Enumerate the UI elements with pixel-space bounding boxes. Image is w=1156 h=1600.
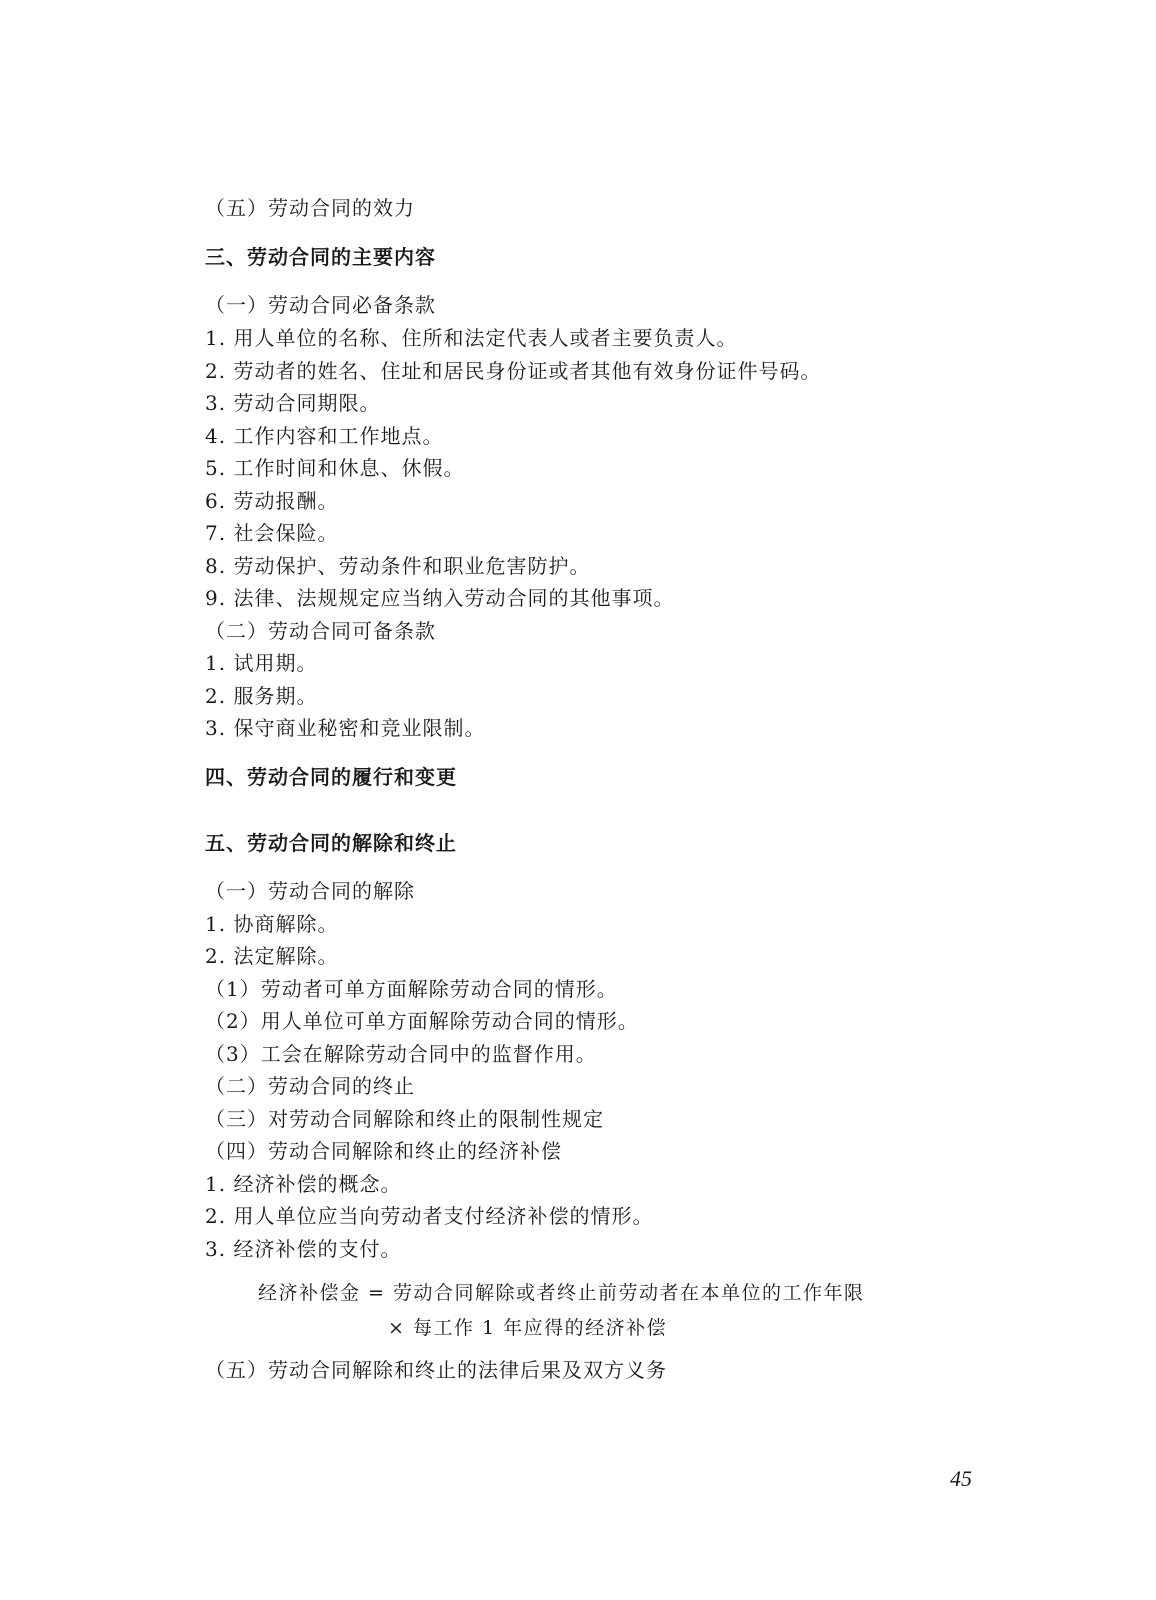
list-item: （3）工会在解除劳动合同中的监督作用。 — [205, 1042, 597, 1066]
section-heading: 四、劳动合同的履行和变更 — [205, 765, 457, 789]
list-item: （1）劳动者可单方面解除劳动合同的情形。 — [205, 977, 618, 1001]
list-item: 1. 协商解除。 — [205, 912, 339, 936]
subsection-heading: （五）劳动合同的效力 — [205, 196, 415, 220]
subsection-heading: （三）对劳动合同解除和终止的限制性规定 — [205, 1107, 604, 1131]
formula-line-2: × 每工作 1 年应得的经济补偿 — [388, 1317, 668, 1339]
list-item: 7. 社会保险。 — [205, 521, 339, 545]
list-item: 5. 工作时间和休息、休假。 — [205, 456, 465, 480]
list-item: 1. 经济补偿的概念。 — [205, 1172, 402, 1196]
list-item: 9. 法律、法规规定应当纳入劳动合同的其他事项。 — [205, 586, 675, 610]
formula-line-1: 经济补偿金 = 劳动合同解除或者终止前劳动者在本单位的工作年限 — [258, 1282, 865, 1304]
list-item: 1. 试用期。 — [205, 651, 318, 675]
list-item: 6. 劳动报酬。 — [205, 489, 339, 513]
page-number: 45 — [950, 1466, 972, 1491]
list-item: 2. 服务期。 — [205, 684, 318, 708]
subsection-heading: （二）劳动合同的终止 — [205, 1074, 415, 1098]
list-item: 2. 用人单位应当向劳动者支付经济补偿的情形。 — [205, 1204, 654, 1228]
subsection-heading: （一）劳动合同必备条款 — [205, 293, 436, 317]
list-item: 3. 经济补偿的支付。 — [205, 1237, 402, 1261]
list-item: 4. 工作内容和工作地点。 — [205, 424, 444, 448]
list-item: 2. 劳动者的姓名、住址和居民身份证或者其他有效身份证件号码。 — [205, 359, 822, 383]
subsection-heading: （五）劳动合同解除和终止的法律后果及双方义务 — [205, 1358, 667, 1382]
list-item: 2. 法定解除。 — [205, 944, 339, 968]
list-item: 3. 劳动合同期限。 — [205, 391, 381, 415]
subsection-heading: （一）劳动合同的解除 — [205, 879, 415, 903]
list-item: （2）用人单位可单方面解除劳动合同的情形。 — [205, 1009, 639, 1033]
list-item: 1. 用人单位的名称、住所和法定代表人或者主要负责人。 — [205, 326, 738, 350]
list-item: 3. 保守商业秘密和竞业限制。 — [205, 716, 486, 740]
subsection-heading: （四）劳动合同解除和终止的经济补偿 — [205, 1139, 562, 1163]
list-item: 8. 劳动保护、劳动条件和职业危害防护。 — [205, 554, 591, 578]
subsection-heading: （二）劳动合同可备条款 — [205, 619, 436, 643]
section-heading: 五、劳动合同的解除和终止 — [205, 831, 457, 855]
section-heading: 三、劳动合同的主要内容 — [205, 245, 436, 269]
